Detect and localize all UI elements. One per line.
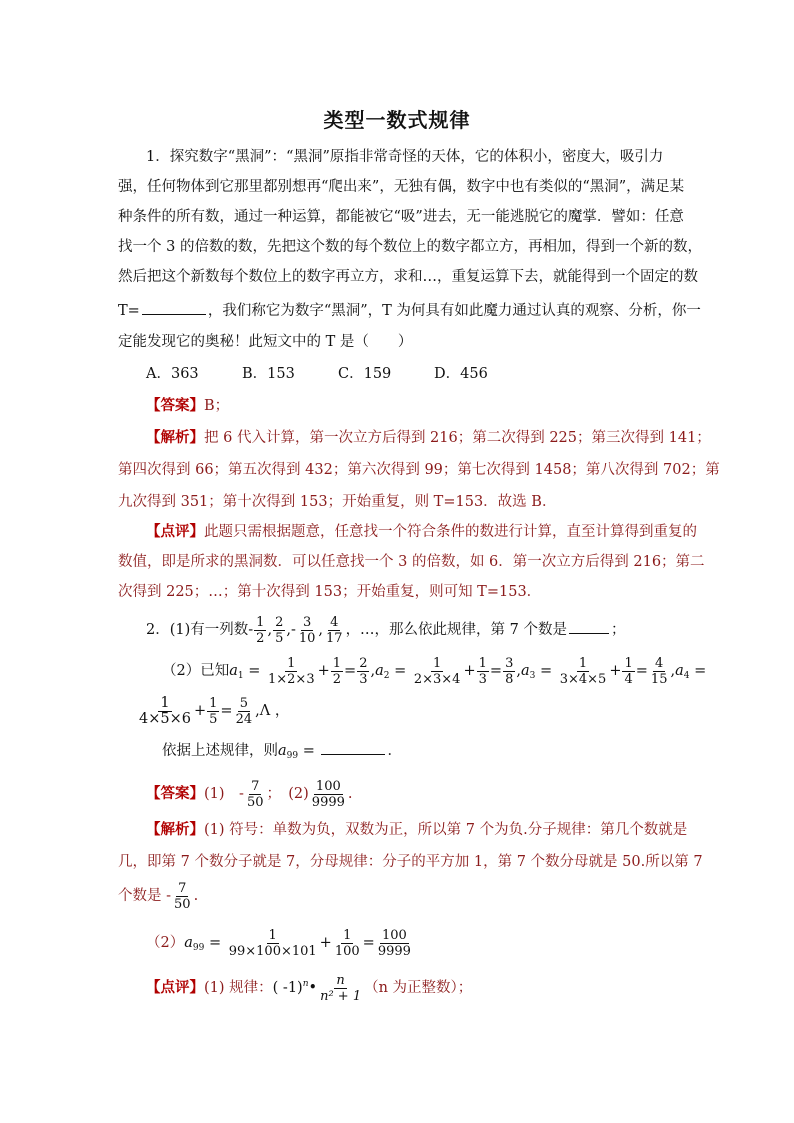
q2-part1-prefix: 2．(1)有一列数 (146, 622, 249, 638)
q1-line-5: 然后把这个新数每个数位上的数字再立方，求和…，重复运算下去，就能得到一个固定的数 (118, 269, 698, 285)
a2-fraction-main: $\frac{1}{2\times 3\times 4}$ (413, 655, 461, 687)
answer-tag: 【答案】 (146, 397, 204, 414)
q1-comment-line-2: 数值，即是所求的黑洞数．可以任意找一个 3 的倍数，如 6．第一次立方后得到 216；第二 (118, 554, 705, 570)
q1-line-7: 定能发现它的奥秘！此短文中的 T 是（ ） (118, 334, 413, 350)
seq-fraction-2: $\frac{2}{5}$ (275, 614, 284, 646)
q1-comment-text-1: 此题只需根据题意，任意找一个符合条件的数进行计算，直至计算得到重复的 (204, 524, 697, 540)
q1-line-2: 强，任何物体到它那里都别想再“爬出来”，无独有偶，数字中也有类似的“黑洞”，满足某 (118, 179, 685, 195)
q1-line-3: 种条件的所有数，通过一种运算，都能被它“吸”进去，无一能逃脱它的魔掌．譬如：任意 (118, 209, 684, 225)
q2-part2-prefix: （2）已知 (162, 663, 230, 679)
seq-fraction-1: $\frac{1}{2}$ (256, 614, 265, 646)
q2-part1-suffix: ，…，那么依此规律，第 7 个数是 (345, 622, 568, 638)
answer-tag: 【答案】 (146, 785, 204, 802)
a3-fraction-main: $\frac{1}{3\times 4\times 5}$ (559, 655, 607, 687)
comment-tag: 【点评】 (146, 979, 204, 996)
a1-fraction-main: $\frac{1}{1\times 2\times 3}$ (268, 655, 315, 687)
q2-part1-blank (569, 619, 609, 634)
q2-part2-line-1: （2）已知$a_1$ = $\frac{1}{1\times 2\times 3}$ + $\frac{1}{2}$ = $\frac{2}{3}$ $,a_2$ = $\frac{1}{2\times 3\times 4}$ + $\frac{1}{3}$ = $\frac{3}{8}$ $,a_3$ = $\frac{1}{3\times 4\times 5}$ + $\frac{1}{4}$ = $\frac{4}{15}$ $,a_4$ = (162, 655, 707, 687)
q2-answer: 【答案】(1) - $\frac{7}{50}$ ； (2) $\frac{100}{9999}$ . (146, 778, 353, 810)
page-title: 类型一数式规律 (323, 108, 471, 132)
comment-tag: 【点评】 (146, 523, 204, 540)
q2-comment: 【点评】(1) 规律：( -1)$^n$• $\frac{n}{\text{n² + 1}}$ （n 为正整数）； (146, 972, 473, 1004)
seq-fraction-4: $\frac{4}{17}$ (326, 614, 343, 646)
q1-line-6 (118, 300, 701, 321)
q2-analysis-line-3: 个数是 - $\frac{7}{50}$ . (118, 880, 199, 912)
q1-options (146, 364, 711, 384)
seq-fraction-3: $\frac{3}{10}$ (298, 614, 316, 646)
q1-option-c: C．159 (338, 366, 392, 382)
q2-analysis-part2: $(2)a_{99}$ = $\frac{1}{99\times 100\times 101}$ + $\frac{1}{100}$ = $\frac{100}{9999}$ (146, 927, 411, 959)
q2-analysis-line-1: 【解析】(1) 符号：单数为负，双数为正，所以第 7 个为负.分子规律：第几个数就是 (146, 821, 688, 838)
q1-analysis-line-3: 九次得到 351；第十次得到 153；开始重复，则 T=153．故选 B． (118, 494, 557, 510)
q1-t-label: T= (118, 303, 140, 319)
q1-option-d: D．456 (434, 366, 488, 382)
q2-part2-rule-text: 依据上述规律，则 (162, 743, 278, 759)
q1-comment-line-1 (146, 522, 711, 542)
q1-analysis-line-2: 第四次得到 66；第五次得到 432；第六次得到 99；第七次得到 1458；第八次得到 702；第 (118, 462, 720, 478)
q1-answer-value: B； (204, 398, 230, 414)
analysis-tag: 【解析】 (146, 429, 204, 446)
q1-line-4: 找一个 3 的倍数的数，先把这个数的每个数位上的数字都立方，再相加，得到一个新的数， (118, 239, 702, 255)
seq-sign-3: - (290, 622, 296, 638)
seq-sign-1: - (248, 622, 254, 638)
q2-part2-line-3: 依据上述规律，则$a_{99}$ = ． (162, 740, 727, 766)
q2-part2-blank (321, 740, 385, 755)
q1-option-a: A．363 (146, 366, 199, 382)
q1-option-b: B．153 (242, 366, 295, 382)
q2-part2-line-2: $\frac{1}{4\times 5\times 6}$ + $\frac{1}{5}$ = $\frac{5}{24}$ ,Λ ， (139, 694, 290, 727)
q2-analysis-line-2: 几，即第 7 个数分子就是 7，分母规律：分子的平方加 1，第 7 个数分母就是 50.所以第 7 (118, 854, 703, 870)
q1-analysis-line-1 (146, 428, 711, 448)
a4-fraction-main: $\frac{1}{4\times 5\times 6}$ (139, 694, 191, 727)
q1-line-1: 1．探究数字“黑洞”：“黑洞”原指非常奇怪的天体，它的体积小，密度大，吸引力 (146, 149, 664, 165)
q2-part1: 2．(1)有一列数- $\frac{1}{2}$ , $\frac{2}{5}$ ,- $\frac{3}{10}$ , $\frac{4}{17}$ ，…，那么依此规律，第 7 个数是 ； (146, 614, 626, 646)
q1-answer (146, 396, 711, 416)
q1-comment-line-3: 次得到 225；…；第十次得到 153；开始重复，则可知 T=153． (118, 584, 542, 600)
analysis-tag: 【解析】 (146, 821, 204, 838)
q1-analysis-text-1: 把 6 代入计算，第一次立方后得到 216；第二次得到 225；第三次得到 141； (204, 430, 711, 446)
q1-answer-blank (142, 300, 206, 315)
q1-line-6-text: ，我们称它为数字“黑洞”，T 为何具有如此魔力通过认真的观察、分析，你一 (207, 303, 701, 319)
